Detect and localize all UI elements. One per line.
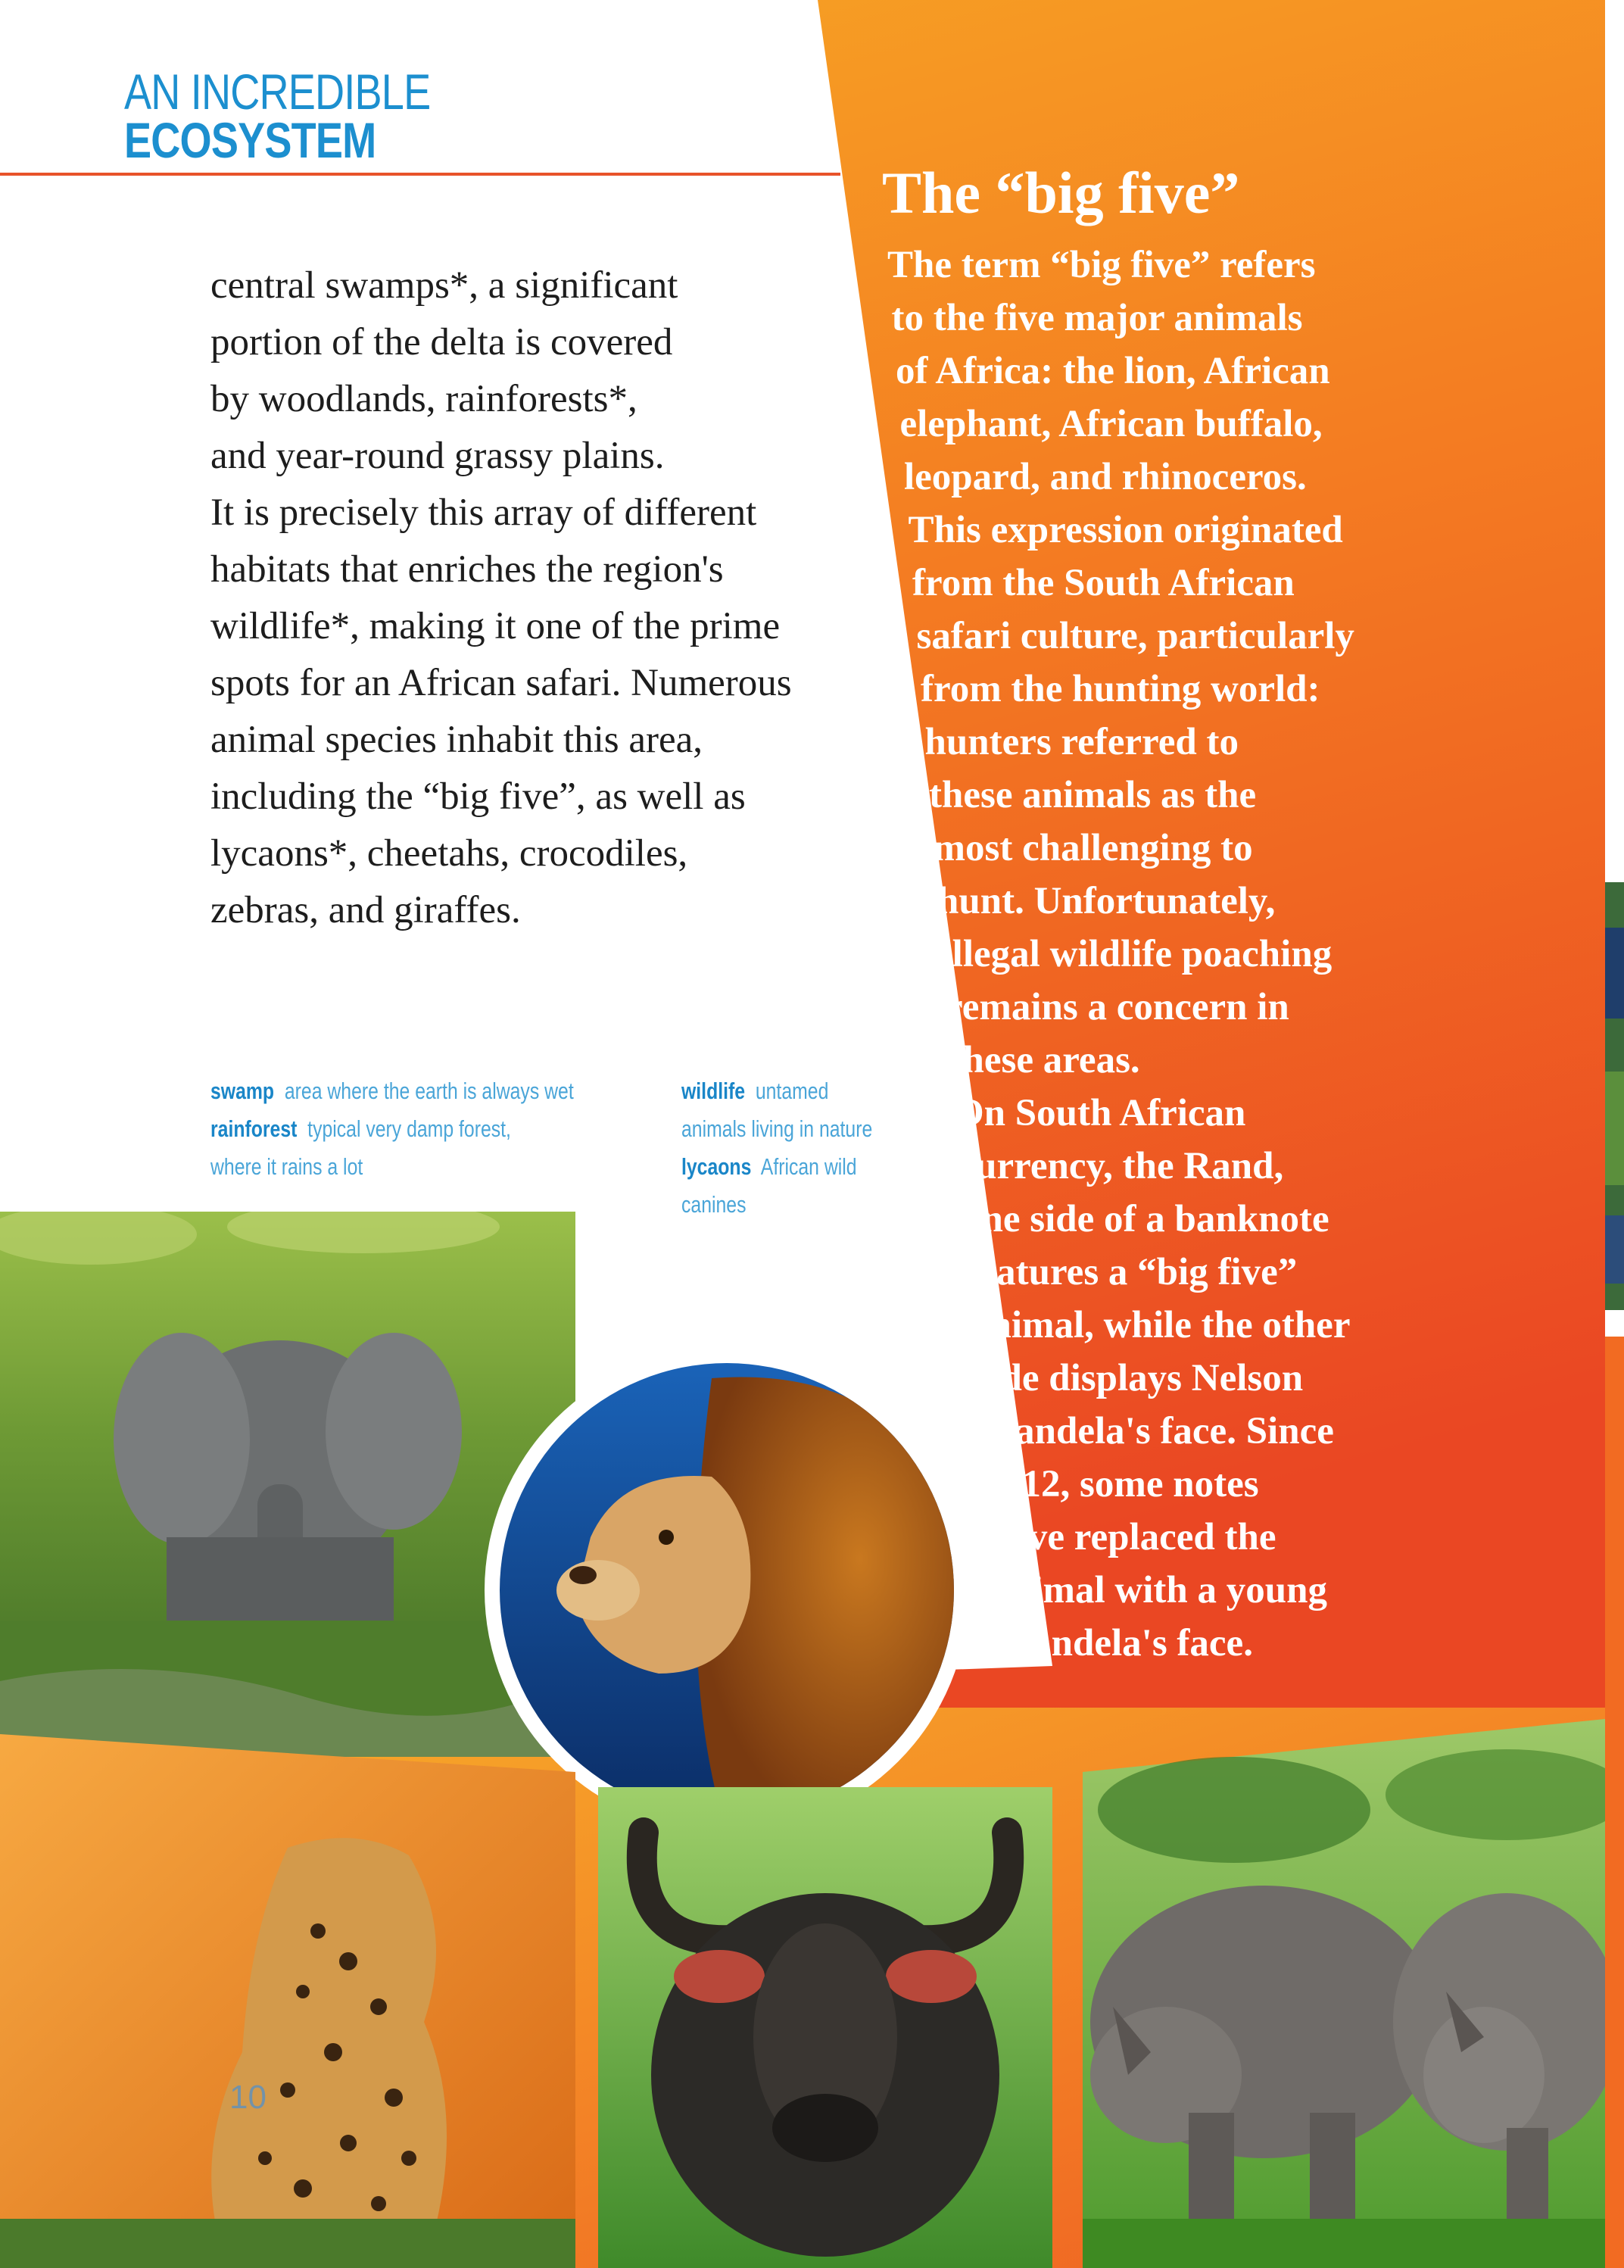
- sidebar-line: of Africa: the lion, African: [896, 350, 1330, 392]
- sidebar-line: animal, while the other: [971, 1304, 1351, 1346]
- sidebar-line: features a “big five”: [966, 1251, 1298, 1293]
- buffalo-photo: [598, 1787, 1052, 2268]
- sidebar-line: side displays Nelson: [974, 1357, 1304, 1399]
- glossary-definition: where it rains a lot: [210, 1153, 363, 1180]
- header-rule: [0, 173, 840, 176]
- sidebar-line: to the five major animals: [891, 297, 1303, 339]
- sidebar-line: hunters referred to: [924, 721, 1239, 763]
- sidebar-line: Mandela's face.: [996, 1622, 1253, 1664]
- body-line: spots for an African safari. Numerous: [210, 662, 792, 704]
- sidebar-line: On South African: [954, 1092, 1246, 1134]
- sidebar-line: one side of a banknote: [962, 1198, 1329, 1240]
- body-line: by woodlands, rainforests*,: [210, 378, 637, 420]
- sidebar-line: illegal wildlife poaching: [941, 933, 1333, 975]
- leopard-photo: [0, 1734, 575, 2268]
- glossary-term: lycaons: [681, 1153, 752, 1180]
- body-line: lycaons*, cheetahs, crocodiles,: [210, 832, 688, 875]
- glossary-term: rainforest: [210, 1115, 298, 1142]
- glossary-term: swamp: [210, 1078, 275, 1104]
- glossary-definition: typical very damp forest,: [307, 1115, 511, 1142]
- sidebar-title: The “big five”: [882, 160, 1240, 226]
- body-line: wildlife*, making it one of the prime: [210, 605, 781, 647]
- main-paragraph: [210, 257, 877, 939]
- body-line: animal species inhabit this area,: [210, 719, 703, 761]
- sidebar-line: from the hunting world:: [921, 668, 1320, 710]
- sidebar-line: remains a concern in: [946, 986, 1289, 1028]
- body-line: It is precisely this array of different: [210, 491, 757, 534]
- section-title-line1: AN INCREDIBLE: [124, 64, 431, 120]
- body-line: habitats that enriches the region's: [210, 548, 724, 591]
- page-number: 10: [229, 2079, 267, 2116]
- glossary-definition: African wild: [760, 1153, 857, 1180]
- rhinoceros-photo: [1083, 1719, 1605, 2268]
- sidebar-line: leopard, and rhinoceros.: [904, 456, 1307, 498]
- glossary-definition: animals living in nature: [681, 1115, 873, 1142]
- sidebar-line: from the South African: [912, 562, 1295, 604]
- sidebar-line: hunt. Unfortunately,: [937, 880, 1276, 922]
- sidebar-line: elephant, African buffalo,: [899, 403, 1323, 445]
- sidebar-line: currency, the Rand,: [958, 1145, 1284, 1187]
- sidebar-line: these animals as the: [929, 774, 1257, 816]
- sidebar-line: The term “big five” refers: [887, 244, 1316, 286]
- body-line: portion of the delta is covered: [210, 321, 673, 363]
- sidebar-line: safari culture, particularly: [916, 615, 1354, 657]
- edge-photo-strip: [1605, 882, 1624, 1310]
- glossary-right: [681, 1072, 872, 1224]
- body-line: zebras, and giraffes.: [210, 889, 521, 931]
- sidebar-line: 2012, some notes: [983, 1463, 1259, 1505]
- sidebar-line: most challenging to: [933, 827, 1253, 869]
- sidebar-line: these areas.: [949, 1039, 1140, 1081]
- sidebar-line: have replaced the: [987, 1516, 1276, 1558]
- sidebar-line: Mandela's face. Since: [979, 1410, 1334, 1452]
- sidebar-line: animal with a young: [991, 1569, 1328, 1611]
- glossary-definition: area where the earth is always wet: [284, 1078, 574, 1104]
- body-line: including the “big five”, as well as: [210, 775, 746, 818]
- glossary-term: wildlife: [681, 1078, 746, 1104]
- body-line: central swamps*, a significant: [210, 264, 678, 307]
- section-title-line2: ECOSYSTEM: [124, 112, 376, 168]
- glossary-definition: canines: [681, 1191, 747, 1218]
- glossary-left: [210, 1072, 574, 1186]
- edge-orange-accent: [1605, 1337, 1624, 2268]
- sidebar-line: This expression originated: [908, 509, 1343, 551]
- body-line: and year-round grassy plains.: [210, 435, 665, 477]
- glossary-definition: untamed: [755, 1078, 829, 1104]
